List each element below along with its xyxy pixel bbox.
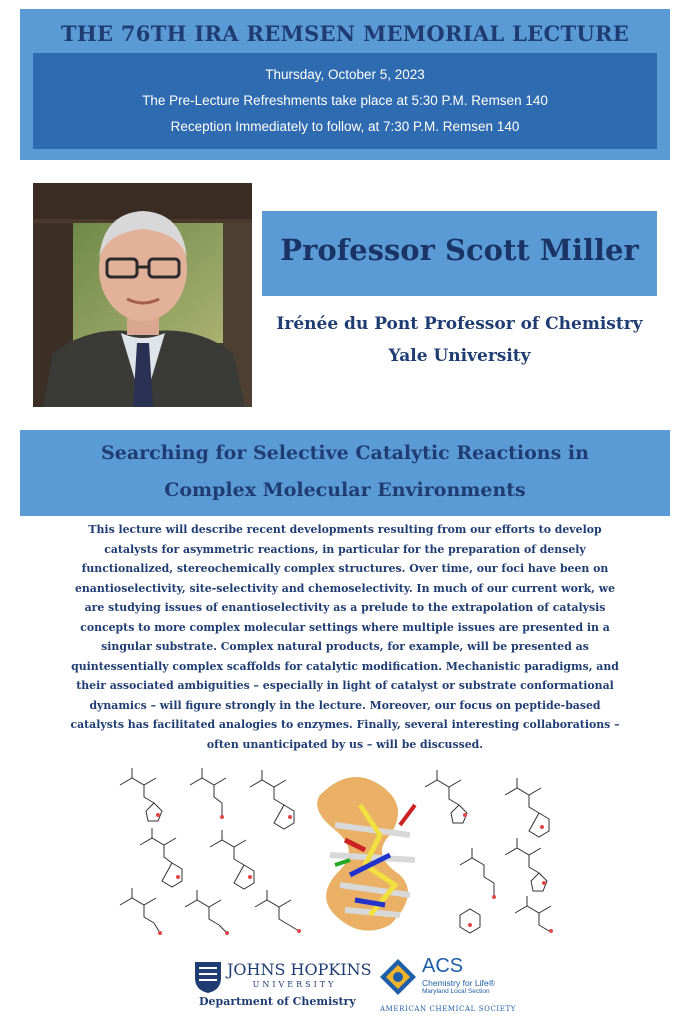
header-banner	[20, 9, 670, 160]
abstract-line: their associated ambiguities – especially in light of catalyst or substrate conformational	[76, 679, 614, 692]
reception-info: Reception Immediately to follow, at 7:30 P.M. Remsen 140	[170, 119, 520, 134]
event-date: Thursday, October 5, 2023	[265, 67, 425, 82]
acs-society: AMERICAN CHEMICAL SOCIETY	[380, 1005, 516, 1013]
speaker-position: Irénée du Pont Professor of Chemistry	[276, 314, 643, 334]
molecular-structures-figure	[110, 765, 580, 945]
speaker-institution: Yale University	[388, 346, 531, 366]
abstract-line: This lecture will describe recent developments resulting from our efforts to develop	[88, 523, 602, 536]
acs-logo	[378, 955, 516, 1017]
acs-tagline: Chemistry for Life®	[422, 978, 495, 988]
abstract-line: dynamics – will figure strongly in the lecture. Moreover, our focus on peptide-based	[89, 698, 601, 712]
abstract-line: functionalized, stereochemically complex structures. Over time, our foci have been on	[81, 562, 609, 575]
refreshments-info: The Pre-Lecture Refreshments take place at 5:30 P.M. Remsen 140	[142, 93, 548, 108]
jhu-logo	[193, 958, 372, 1014]
abstract-line: concepts to more complex molecular settings where multiple issues are presented in a	[80, 620, 610, 634]
abstract-line: often unanticipated by us – will be discussed.	[206, 737, 484, 751]
speaker-name-box	[262, 211, 657, 296]
abstract-line: enantioselectivity, site-selectivity and chemoselectivity. In much of our current work, we	[74, 581, 616, 595]
jhu-department: Department of Chemistry	[199, 995, 356, 1008]
talk-title-line2: Complex Molecular Environments	[164, 479, 526, 501]
abstract-line: are studying issues of enantioselectivity as a prelude to the extrapolation of catalysis	[84, 601, 606, 614]
abstract-line: catalysts for asymmetric reactions, in particular for the preparation of densely	[104, 542, 586, 556]
acs-emblem-icon	[378, 957, 418, 997]
acs-local-section: Maryland Local Section	[422, 988, 490, 995]
acs-name: ACS	[422, 955, 464, 977]
abstract-line: quintessentially complex scaffolds for catalytic modification. Mechanistic paradigms, and	[71, 659, 619, 673]
abstract-line: catalysts has facilitated analogies to enzymes. Finally, several interesting collaborations –	[70, 718, 620, 731]
talk-title-line1: Searching for Selective Catalytic Reactions in	[101, 442, 589, 464]
abstract	[36, 520, 654, 754]
jhu-name: JOHNS HOPKINS	[227, 960, 372, 979]
talk-title-box	[20, 430, 670, 516]
abstract-line: singular substrate. Complex natural products, for example, will be presented as	[101, 640, 589, 653]
jhu-university: UNIVERSITY	[252, 980, 337, 989]
speaker-name: Professor Scott Miller	[280, 233, 639, 267]
jhu-shield-icon	[193, 960, 223, 994]
event-details-box	[33, 53, 657, 149]
event-title: THE 76TH IRA REMSEN MEMORIAL LECTURE	[60, 21, 630, 46]
speaker-photo	[33, 183, 252, 407]
